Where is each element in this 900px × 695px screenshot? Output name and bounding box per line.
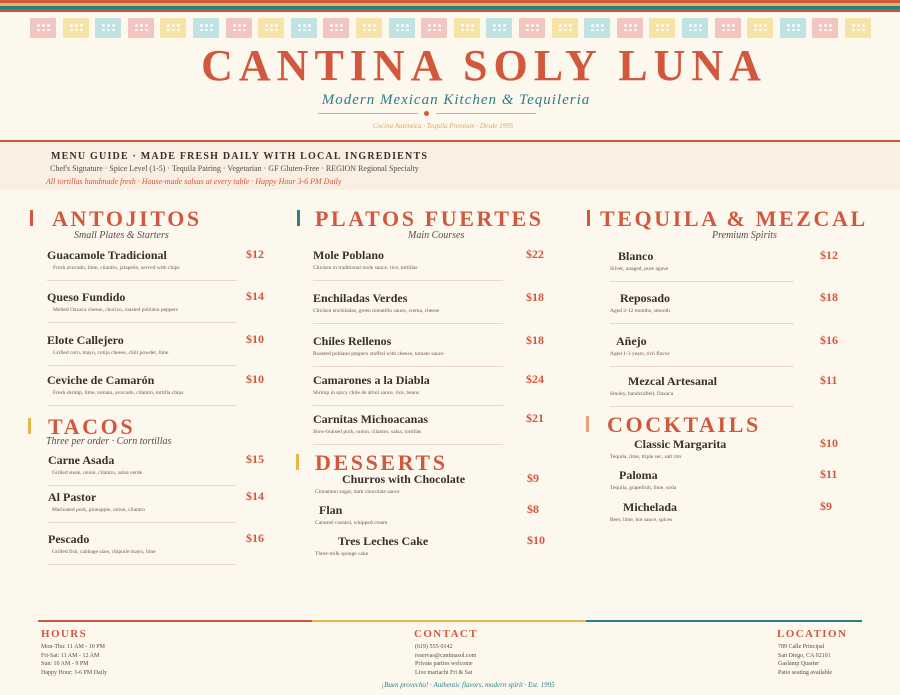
menu-item-name: Michelada [623,500,677,514]
footer-line-gold [312,620,586,622]
footer-location-lines [778,643,832,677]
papel-picado-flag [421,18,447,38]
section-subtitle: Small Plates & Starters [74,230,169,241]
footer-hours-title: HOURS [41,628,88,640]
menu-item-name: Mole Poblano [313,248,384,262]
hours-line: Happy Hour: 3-6 PM Daily [41,669,107,676]
papel-picado-flag [193,18,219,38]
papel-picado-flag [682,18,708,38]
menu-item-price: $12 [246,247,264,261]
footer-line-red [38,620,312,622]
menu-item-name: Paloma [619,468,658,482]
menu-item-name: Carnitas Michoacanas [313,412,428,426]
contact-email[interactable]: reservas@cantinasol.com [415,652,477,659]
menu-item-description: Cinnamon sugar, dark chocolate sauce [315,489,400,495]
menu-guide-note: All tortillas handmade fresh · House-made salsas at every table · Happy Hour 3-6 PM Daily [46,177,342,186]
papel-picado-flag [389,18,415,38]
footer-hours-lines [41,643,107,677]
menu-item-description: Tequila, lime, triple sec, salt rim [610,454,682,460]
menu-item-name: Camarones a la Diabla [313,373,430,387]
menu-item-price: $10 [246,332,264,346]
section-title: PLATOS FUERTES [315,206,544,231]
menu-item-divider [610,323,794,324]
papel-picado-banner [30,18,870,40]
menu-item-price: $9 [527,471,539,485]
menu-item-name: Classic Margarita [634,437,727,451]
section-accent-bar [30,210,33,226]
menu-item-name: Chiles Rellenos [313,334,392,348]
menu-item-price: $10 [246,372,264,386]
restaurant-header [0,40,900,91]
location-line: Gaslamp Quarter [778,661,820,668]
papel-picado-flag [160,18,186,38]
divider-left [318,113,418,114]
divider-right [436,113,536,114]
papel-picado-flag [552,18,578,38]
papel-picado-flag [780,18,806,38]
menu-item-divider [313,366,503,367]
menu-item-name: Carne Asada [48,453,115,467]
section-subtitle: Three per order · Corn tortillas [46,436,172,447]
menu-item-description: Roasted poblano peppers stuffed with cheese, tomato sauce [313,351,444,357]
papel-picado-flag [617,18,643,38]
papel-picado-flag [486,18,512,38]
menu-item-name: Enchiladas Verdes [313,291,408,305]
location-line: Patio seating available [778,669,832,676]
papel-picado-flag [323,18,349,38]
section-title: TEQUILA & MEZCAL [600,206,868,231]
section-accent-bar [297,210,300,226]
menu-guide-title: MENU GUIDE · MADE FRESH DAILY WITH LOCAL INGREDIENTS [51,151,429,162]
menu-item-description: Fresh shrimp, lime, tomato, avocado, cilantro, tortilla chips [53,390,184,396]
menu-item-divider [48,485,236,486]
papel-picado-flag [812,18,838,38]
menu-item-description: Chicken in traditional mole sauce, rice, tortillas [313,265,418,271]
menu-item-price: $18 [526,333,544,347]
papel-picado-flag [128,18,154,38]
menu-item-price: $16 [246,531,264,545]
contact-line: Live mariachi Fri & Sat [415,669,473,676]
papel-picado-flag [226,18,252,38]
menu-item-price: $22 [526,247,544,261]
menu-item-name: Reposado [620,291,671,305]
papel-picado-flag [95,18,121,38]
menu-item-name: Flan [319,503,343,517]
section-subtitle: Premium Spirits [712,230,777,241]
menu-item-divider [47,322,237,323]
menu-item-description: Melted Oaxaca cheese, chorizo, roasted poblano peppers [53,307,178,313]
section-accent-bar [296,454,299,470]
menu-item-divider [48,564,236,565]
menu-item-name: Blanco [618,249,654,263]
papel-picado-flag [649,18,675,38]
papel-picado-flag [454,18,480,38]
menu-item-name: Guacamole Tradicional [47,248,167,262]
menu-item-price: $18 [526,290,544,304]
menu-item-description: Grilled corn, mayo, cotija cheese, chili powder, lime [53,350,169,356]
menu-item-name: Al Pastor [48,490,97,504]
menu-item-price: $24 [526,372,544,386]
menu-item-description: Three-milk sponge cake [315,551,369,557]
footer-tagline: ¡Buen provecho! · Authentic flavors, modern spirit · Est. 1995 [381,681,555,689]
menu-item-divider [47,280,237,281]
menu-item-divider [610,366,794,367]
menu-item-price: $15 [246,452,264,466]
location-line: San Diego, CA 92101 [778,652,831,659]
menu-item-name: Añejo [616,334,647,348]
menu-item-name: Ceviche de Camarón [47,373,155,387]
location-line: 789 Calle Principal [778,644,825,650]
papel-picado-flag [715,18,741,38]
menu-item-price: $10 [527,533,545,547]
menu-item-name: Mezcal Artesanal [628,374,717,388]
footer-contact-title: CONTACT [414,628,478,640]
menu-item-price: $12 [820,248,838,262]
menu-item-price: $10 [820,436,838,450]
papel-picado-flag [258,18,284,38]
menu-item-price: $18 [820,290,838,304]
menu-item-price: $14 [246,289,264,303]
section-title: ANTOJITOS [52,206,202,231]
footer-contact-lines [415,643,476,677]
footer-location-title: LOCATION [777,628,848,640]
menu-item-divider [47,405,237,406]
menu-item-name: Elote Callejero [47,333,124,347]
papel-picado-flag [747,18,773,38]
restaurant-tagline: Cocina Auténtica · Tequila Premium · Desde 1995 [372,122,514,130]
menu-item-divider [47,365,237,366]
section-title: TACOS [48,414,136,439]
section-subtitle: Main Courses [408,230,465,241]
menu-item-price: $14 [246,489,264,503]
papel-picado-flag [356,18,382,38]
menu-item-description: Chicken enchiladas, green tomatillo sauce, crema, cheese [313,308,440,314]
menu-guide-legend: Chef's Signature · Spice Level (1-5) · Tequila Pairing · Vegetarian · GF Gluten-Free · REGION Regional Specialty [50,164,419,173]
menu-guide [0,140,900,190]
section-accent-bar [28,418,31,434]
menu-item-description: Grilled fish, cabbage slaw, chipotle mayo, lime [52,549,156,555]
section-accent-bar [587,210,590,226]
restaurant-name: CANTINA SOLY LUNA [201,41,767,90]
contact-line: Private parties welcome [415,661,473,668]
hours-line: Sun: 10 AM - 9 PM [41,661,89,668]
menu-item-description: Smoky, handcrafted, Oaxaca [610,391,674,397]
menu-item-price: $11 [820,373,838,387]
menu-item-description: Fresh avocado, lime, cilantro, jalapeño, served with chips [53,265,180,271]
hours-line: Fri-Sat: 11 AM - 12 AM [41,652,100,659]
papel-picado-flag [584,18,610,38]
menu-item-description: Caramel custard, whipped cream [315,520,388,526]
papel-picado-flag [291,18,317,38]
papel-picado-flag [519,18,545,38]
divider-dot [424,111,429,116]
stripe-red-2 [0,9,900,12]
menu-item-description: Marinated pork, pineapple, onion, cilantro [52,507,146,513]
menu-item-divider [313,405,503,406]
menu-item-name: Queso Fundido [47,290,126,304]
menu-item-divider [313,444,503,445]
menu-item-divider [48,522,236,523]
menu-item-price: $16 [820,333,838,347]
menu-item-price: $11 [820,467,838,481]
hours-line: Mon-Thu: 11 AM - 10 PM [41,644,105,650]
menu-item-divider [313,280,503,281]
menu-item-name: Churros with Chocolate [342,472,466,486]
restaurant-subtitle: Modern Mexican Kitchen & Tequileria [321,92,591,108]
menu-item-description: Beer, lime, hot sauce, spices [610,517,673,523]
menu-item-price: $9 [820,499,832,513]
menu-item-name: Tres Leches Cake [338,534,429,548]
footer-line-teal [586,620,862,622]
menu-item-description: Aged 2-12 months, smooth [610,308,670,314]
menu-item-description: Aged 1-3 years, rich flavor [610,351,670,357]
section-accent-bar [586,416,589,432]
menu-item-description: Grilled steak, onion, cilantro, salsa verde [52,470,143,476]
menu-item-divider [610,281,794,282]
top-stripes [0,0,900,12]
menu-item-price: $21 [526,411,544,425]
section-title: COCKTAILS [607,412,761,437]
menu-item-description: Tequila, grapefruit, lime, soda [610,485,677,491]
menu-item-divider [610,406,794,407]
menu-item-description: Silver, unaged, pure agave [610,266,669,272]
menu-item-divider [313,323,503,324]
menu-item-price: $8 [527,502,539,516]
menu-item-description: Shrimp in spicy chile de árbol sauce, rice, beans [313,390,419,396]
menu-item-name: Pescado [48,532,90,546]
contact-phone[interactable]: (619) 555-0142 [415,644,453,650]
section-title: DESSERTS [315,450,448,475]
papel-picado-flag [30,18,56,38]
papel-picado-flag [63,18,89,38]
menu-item-description: Slow-braised pork, onion, cilantro, salsa, tortillas [313,429,422,435]
papel-picado-flag [845,18,871,38]
